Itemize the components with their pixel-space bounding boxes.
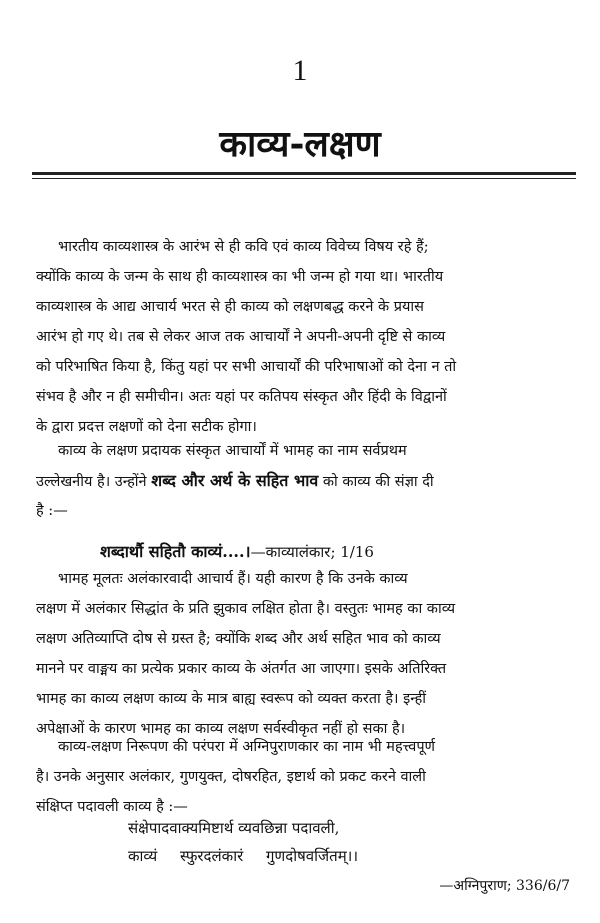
text-line: को परिभाषित किया है, किंतु यहां पर सभी आचार्यों की परिभाषाओं को देना न तो	[36, 359, 457, 375]
title-rule-thick	[32, 172, 576, 175]
paragraph-critique	[36, 564, 580, 744]
text-line: काव्यशास्त्र के आद्य आचार्य भरत से ही काव्य को लक्षणबद्ध करने के प्रयास	[36, 299, 424, 315]
paragraph-bhamaha	[36, 436, 580, 526]
text-line: काव्य के लक्षण प्रदायक संस्कृत आचार्यों में भामह का नाम सर्वप्रथम	[58, 443, 407, 459]
text-line: संभव है और न ही समीचीन। अतः यहां पर कतिपय संस्कृत और हिंदी के विद्वानों	[36, 389, 447, 405]
text-line: संक्षिप्त पदावली काव्य है :—	[36, 799, 188, 815]
text-segment: को काव्य की संज्ञा दी	[318, 474, 434, 490]
paragraph-agnipurana	[36, 732, 580, 822]
text-segment: उल्लेखनीय है। उन्होंने	[36, 474, 152, 490]
text-line: काव्य-लक्षण निरूपण की परंपरा में अग्निपुराणकार का नाम भी महत्त्वपूर्ण	[58, 739, 436, 755]
text-line: भामह मूलतः अलंकारवादी आचार्य हैं। यही कारण है कि उनके काव्य	[58, 571, 408, 587]
text-line: है। उनके अनुसार अलंकार, गुणयुक्त, दोषरहित, इष्टार्थ को प्रकट करने वाली	[36, 769, 426, 785]
text-line: के द्वारा प्रदत्त लक्षणों को देना सटीक होगा।	[36, 419, 257, 435]
text-line: आरंभ हो गए थे। तब से लेकर आज तक आचार्यों ने अपनी-अपनी दृष्टि से काव्य	[36, 329, 446, 345]
emphasis-text: शब्द और अर्थ के सहित भाव	[151, 471, 319, 490]
verse-source: —काव्यालंकार; 1/16	[250, 543, 374, 561]
text-line: है :—	[36, 503, 68, 519]
text-line: लक्षण अतिव्याप्ति दोष से ग्रस्त है; क्योंकि शब्द और अर्थ सहित भाव को काव्य	[36, 631, 441, 647]
text-line: अपेक्षाओं के कारण भामह का काव्य लक्षण सर्वस्वीकृत नहीं हो सका है।	[36, 721, 406, 737]
verse-line: संक्षेपादवाक्यमिष्टार्थ व्यवछिन्ना पदावली,	[128, 819, 340, 837]
verse-kavyalankara	[100, 540, 374, 562]
text-line-with-emphasis	[36, 466, 580, 496]
text-line: क्योंकि काव्य के जन्म के साथ ही काव्यशास्त्र का भी जन्म हो गया था। भारतीय	[36, 269, 444, 285]
text-line: मानने पर वाङ्मय का प्रत्येक प्रकार काव्य के अंतर्गत आ जाएगा। इसके अतिरिक्त	[36, 661, 447, 677]
chapter-number: 1	[292, 54, 308, 87]
paragraph-intro	[36, 232, 580, 442]
chapter-title: काव्य-लक्षण	[219, 123, 381, 165]
text-line: लक्षण में अलंकार सिद्धांत के प्रति झुकाव लक्षित होता है। वस्तुतः भामह का काव्य	[36, 601, 456, 617]
text-line: भारतीय काव्यशास्त्र के आरंभ से ही कवि एवं काव्य विवेच्य विषय रहे हैं;	[58, 239, 429, 255]
title-rule-thin	[32, 178, 576, 179]
verse-line: काव्यं स्फुरदलंकारं गुणदोषवर्जितम्।।	[128, 847, 359, 865]
verse-text: शब्दार्थौ सहितौ काव्यं....।	[100, 542, 251, 561]
verse-source: —अग्निपुराण; 336/6/7	[439, 878, 570, 894]
text-line: भामह का काव्य लक्षण काव्य के मात्र बाह्य स्वरूप को व्यक्त करता है। इन्हीं	[36, 691, 427, 707]
